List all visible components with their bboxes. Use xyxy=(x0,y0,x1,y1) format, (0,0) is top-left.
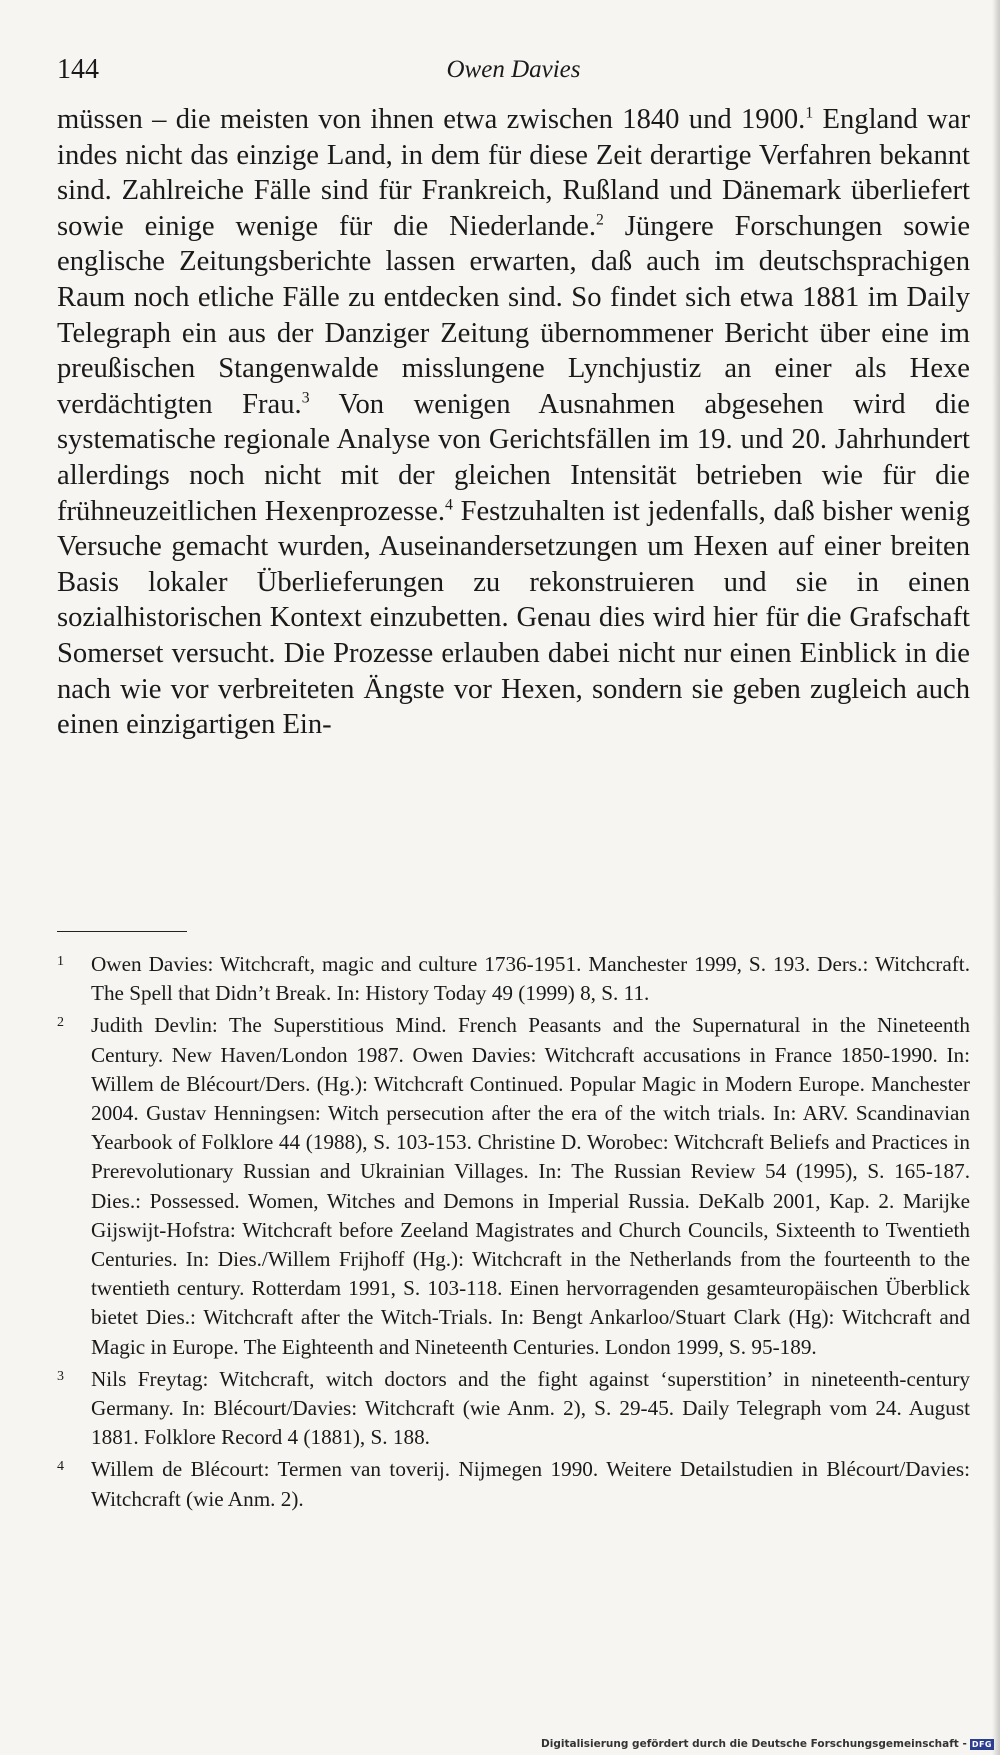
footnote-ref[interactable]: 1 xyxy=(805,104,814,122)
page-edge-shadow xyxy=(992,0,1000,1755)
footnote-number: 2 xyxy=(57,1015,64,1031)
main-paragraph xyxy=(57,102,970,743)
running-head: Owen Davies xyxy=(446,56,581,83)
footnote-ref[interactable]: 4 xyxy=(445,496,453,513)
footnote xyxy=(57,1365,970,1453)
body-sentence: Jüngere Forschungen sowie englische Zeitungsberichte lassen erwarten, daß auch im deutschsprachigen Raum noch etliche Fälle zu entdecken sind. So findet sich etwa 1881 im Daily Telegraph ein aus der Danziger Zeitung übernommener Bericht über eine im preußischen Stangenwalde misslungene Lynchjustiz an einer als Hexe verdächtigten Frau. xyxy=(57,210,971,420)
footnote-text: Judith Devlin: The Superstitious Mind. French Peasants and the Supernatural in the Nineteenth Century. New Haven/London 1987. Owen Davies: Witchcraft accusations in France 1850-1990. In: Willem de Blécourt/Ders. (Hg.): Witchcraft Continued. Popular Magic in Modern Europe. Manchester 2004. Gustav Henningsen: Witch persecution after the era of the witch trials. In: ARV. Scandinavian Yearbook of Folklore 44 (1988), S. 103-153. Christine D. Worobec: Witchcraft Beliefs and Practices in Prerevolutionary Russian and Ukrainian Villages. In: The Russian Review 54 (1995), S. 165-187. Dies.: Possessed. Women, Witches and Demons in Imperial Russia. DeKalb 2001, Kap. 2. Marijke Gijswijt-Hofstra: Witchcraft before Zeeland Magistrates and Church Councils, Sixteenth to Twentieth Centuries. In: Dies./Willem Frijhoff (Hg.): Witchcraft in the Netherlands from the fourteenth to the twentieth century. Rotterdam 1991, S. 103-118. Einen hervorragenden gesamteuropäischen Überblick bietet Dies.: Witchcraft after the Witch-Trials. In: Bengt Ankarloo/Stuart Clark (Hg): Witchcraft and Magic in Europe. The Eighteenth and Nineteenth Centuries. London 1999, S. 95-189. xyxy=(91,1013,970,1359)
footnote-text: Owen Davies: Witchcraft, magic and culture 1736-1951. Manchester 1999, S. 193. Ders.: Witchcraft. The Spell that Didn’t Break. In: History Today 49 (1999) 8, S. 11. xyxy=(91,952,970,1006)
footnote xyxy=(57,950,970,1008)
footnote-number: 3 xyxy=(57,1368,64,1384)
page-header xyxy=(57,53,970,87)
footnote-number: 4 xyxy=(57,1459,64,1475)
credit-text: Digitalisierung gefördert durch die Deutsche Forschungsgemeinschaft - xyxy=(541,1738,967,1750)
body-sentence: England war indes nicht das einzige Land, in dem für diese Zeit derartige Verfahren bekannt sind. Zahlreiche Fälle sind für Frankreich, Rußland und Dänemark überliefert sowie einige wenige für die Niederlande. xyxy=(57,104,970,242)
body-sentence: Von wenigen Ausnahmen abgesehen wird die systematische regionale Analyse von Gerichtsfällen im 19. und 20. Jahrhundert allerdings noch nicht mit der gleichen Intensität betrieben wie für die frühneuzeitlichen Hexenprozesse. xyxy=(57,388,970,527)
footnotes xyxy=(57,950,970,1517)
footnote-ref[interactable]: 3 xyxy=(301,389,310,407)
footnote xyxy=(57,1455,970,1513)
digitization-credit xyxy=(541,1738,994,1750)
footnote-ref[interactable]: 2 xyxy=(595,211,604,229)
footnote-number: 1 xyxy=(57,954,64,969)
dfg-logo: DFG xyxy=(971,1739,992,1749)
footnote xyxy=(57,1011,970,1361)
page-number: 144 xyxy=(57,54,99,85)
footnote-text: Nils Freytag: Witchcraft, witch doctors and the fight against ‘superstition’ in nineteenth-century Germany. In: Blécourt/Davies: Witchcraft (wie Anm. 2), S. 29-45. Daily Telegraph vom 24. August 1881. Folklore Record 4 (1881), S. 188. xyxy=(91,1366,970,1450)
footnote-text: Willem de Blécourt: Termen van toverij. Nijmegen 1990. Weitere Detailstudien in Blécourt/Davies: Witchcraft (wie Anm. 2). xyxy=(91,1457,970,1511)
body-sentence: müssen – die meisten von ihnen etwa zwischen 1840 und 1900. xyxy=(57,104,806,135)
footnote-separator xyxy=(57,931,187,932)
body-sentence: Festzuhalten ist jedenfalls, daß bisher wenig Versuche gemacht wurden, Auseinandersetzungen um Hexen auf einer breiten Basis lokaler Überlieferungen zu rekonstruieren und sie in einen sozialhistorischen Kontext einzubetten. Genau dies wird hier für die Grafschaft Somerset versucht. Die Prozesse erlauben dabei nicht nur einen Einblick in die nach wie vor verbreiteten Ängste vor Hexen, sondern sie geben zugleich auch einen einzigartigen Ein- xyxy=(57,495,970,741)
